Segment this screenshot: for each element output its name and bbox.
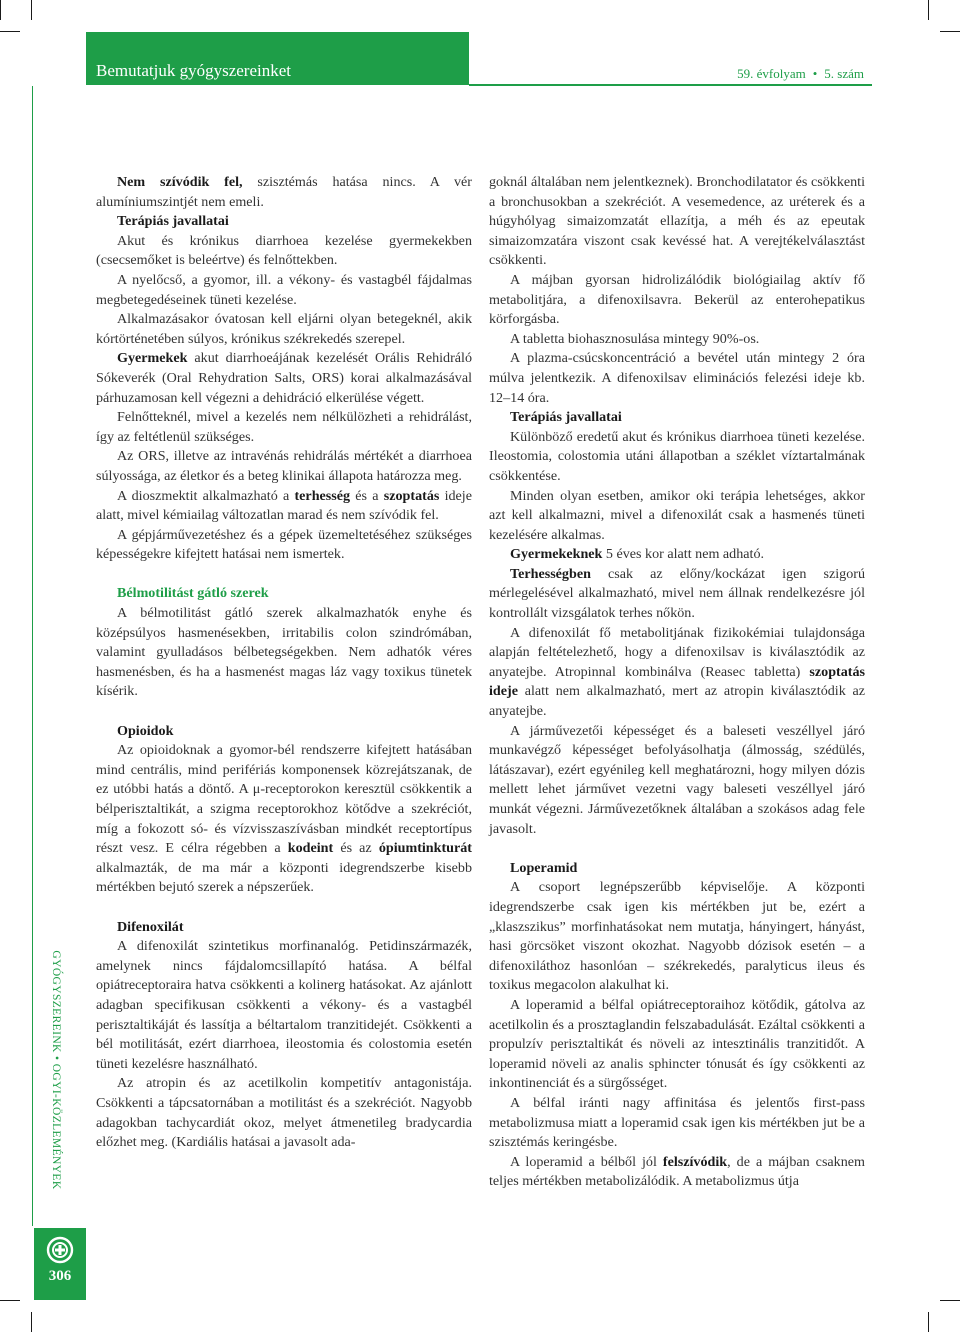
crop-mark bbox=[940, 31, 960, 32]
text: Az opioidoknak a gyomor-bél rendszerre kifejtett hatásában mind centrális, mind perifériás komponensek közrejátszanak, de ez utóbbi hatás a döntő. A μ-receptorokon keresztül csökkentik a bélperisztaltikát, a szigma receptorokhoz kötődve a szekréciót, míg a fokozott só- és vízvisszaszívásban mindkét receptortípus részt vesz. E célra régebben a bbox=[96, 742, 472, 857]
paragraph: A nyelőcső, a gyomor, ill. a vékony- és vastagbél fájdalmas megbetegedéseinek tüneti kezelése. bbox=[96, 271, 472, 308]
text: ideje alatt, mivel kémiailag változatlan marad és nem szívódik fel. bbox=[96, 487, 472, 524]
spacer bbox=[96, 898, 472, 918]
paragraph bbox=[96, 487, 472, 526]
paragraph: A plazma-csúcskoncentráció a bevétel után mintegy 2 óra múlva jelentkezik. A difenoxilsav eliminációs felezési ideje kb. 12–14 óra. bbox=[489, 350, 865, 406]
logo-icon bbox=[46, 1236, 74, 1264]
paragraph: Minden olyan esetben, amikor oki terápia lehetséges, akkor azt kell alkalmazni, mivel a difenoxilát csak a hasmenés tüneti kezelésére alkalmas. bbox=[489, 487, 865, 543]
text: alkalmazták, de ma már a központi idegrendszerbe kisebb mértékben bejutó szerek a népszerűek. bbox=[96, 859, 472, 896]
bold-phrase: ópiumtinkturát bbox=[378, 840, 473, 857]
paragraph bbox=[96, 741, 472, 898]
paragraph: goknál általában nem jelentkeznek). Bronchodilatator és csökkenti a bronchusokban a szekréciót. A vesemedence, az uréterek és a húgyhólyag simaizomzatát ellazítja, a méh és az epeutak simaizomzatára viszont csak kevéssé hat. A verejtékelválasztást csökkenti. bbox=[489, 174, 865, 269]
paragraph bbox=[489, 1153, 865, 1192]
bold-phrase: Nem szívódik fel, bbox=[117, 174, 243, 190]
side-section-text: GYÓGYSZEREINK • OGYI-KÖZLEMÉNYEK bbox=[50, 950, 62, 1190]
paragraph bbox=[489, 565, 865, 624]
text: A difenoxilát fő metabolitjának fizikokémiai tulajdonsága alapján feltételezhető, hogy a difenoxilsav is kiválasztódik az anyatejbe. Atropinnal kombinálva (Reasec tabletta) bbox=[489, 624, 865, 680]
crop-mark bbox=[0, 31, 20, 32]
text: A dioszmektit alkalmazható a bbox=[117, 487, 295, 504]
paragraph: A loperamid a bélfal opiátreceptoraihoz kötődik, gátolva az acetilkolin és a prosztaglandin felszabadulását. Ezáltal csökkenti a propulzív perisztaltikát és növeli az intesztinális tranzitidőt. A loperamid növeli az analis sphincter tónusát és így csökkenti az inkontinenciát és a sürgősséget. bbox=[489, 996, 865, 1092]
page-number: 306 bbox=[48, 1268, 72, 1284]
paragraph: Alkalmazásakor óvatosan kell eljárni olyan betegeknél, akik kórtörténetében súlyos, krónikus székrekedés szerepel. bbox=[96, 311, 472, 347]
paragraph bbox=[489, 624, 865, 722]
crop-mark bbox=[31, 1312, 32, 1332]
paragraph: Felnőtteknél, mivel a kezelés nem nélkülözheti a rehidrálást, így az feltétlenül szükséges. bbox=[96, 409, 472, 445]
subheading-opioids: Opioidok bbox=[117, 722, 174, 739]
paragraph: A gépjárművezetéshez és a gépek üzemeltetéséhez szükséges képességekre kifejtett hatásai nem ismertek. bbox=[96, 526, 472, 563]
crop-mark bbox=[928, 1312, 929, 1332]
crop-mark bbox=[0, 0, 1, 20]
text: szisztémás hatása nincs. A vér alumíniumszintjét nem emeli. bbox=[96, 174, 473, 210]
text: akut diarrhoeájának kezelését Orális Rehidráló Sókeverék (Oral Rehydration Salts, ORS) korai alkalmazásával párhuzamosan kell végezni a dehidráció elkerülése végett. bbox=[96, 350, 472, 406]
article-column-left bbox=[96, 173, 472, 1153]
subheading-therapeutic-indications: Terápiás javallatai bbox=[117, 213, 229, 230]
bold-phrase: terhesség bbox=[294, 487, 351, 504]
margin-rule bbox=[32, 86, 33, 1226]
page-badge bbox=[34, 1228, 86, 1300]
bold-phrase: szoptatás ideje bbox=[489, 663, 865, 700]
subheading-loperamide: Loperamid bbox=[510, 859, 578, 876]
section-heading-antimotility: Bélmotilitást gátló szerek bbox=[117, 585, 269, 602]
paragraph: A tabletta biohasznosulása mintegy 90%-os. bbox=[510, 330, 760, 347]
bold-phrase: Terhességben bbox=[510, 565, 591, 582]
paragraph: A májban gyorsan hidrolizálódik biológiailag aktív fő metabolitjára, a difenoxilsavra. Bekerül az enterohepatikus körforgásba. bbox=[489, 271, 865, 328]
paragraph: Különböző eredetű akut és krónikus diarrhoea tüneti kezelése. Ileostomia, colostomia utáni állapotban a széklet víztartalmának csökkentése. bbox=[489, 428, 865, 484]
paragraph: A csoport legnépszerűbb képviselője. A központi idegrendszerbe csak igen kis mértékben jut be, ezért a „klaszszikus” morfinhatásokat nem mutatja, hányingert, hányást, hasi görcsöket viszont okozhat. Nagyobb dózisok esetén – a difenoxiláthoz hasonlóan – székrekedés, paralyticus ileus és toxikus megacolon alakulhat ki. bbox=[489, 879, 865, 994]
volume-label: 59. évfolyam bbox=[737, 66, 806, 81]
paragraph: A bélmotilitást gátló szerek alkalmazhatók enyhe és középsúlyos hasmenésekben, irritabilis colon szindrómában, valamint gyulladásos bélbetegségekben. Nem adhatók véres hasmenésben, és ha a hasmenést magas láz vagy toxikus tünetek kísérik. bbox=[96, 605, 472, 700]
text: alatt nem alkalmazható, mert az atropin kiválasztódik az anyatejbe. bbox=[489, 683, 865, 720]
paragraph bbox=[489, 545, 865, 565]
bold-phrase: Gyermekeknek bbox=[510, 546, 603, 563]
bold-phrase: kodeint bbox=[287, 840, 334, 857]
header-rule bbox=[469, 84, 872, 86]
spacer bbox=[489, 839, 865, 859]
paragraph: Az ORS, illetve az intravénás rehidrálás mértékét a diarrhoea súlyossága, az életkor és a beteg klinikai állapota határozza meg. bbox=[96, 448, 472, 484]
separator-dot: • bbox=[812, 66, 818, 81]
subheading-diphenoxylate: Difenoxilát bbox=[117, 918, 184, 935]
header-title: Bemutatjuk gyógyszereinket bbox=[96, 61, 291, 80]
bold-phrase: szoptatás bbox=[383, 487, 440, 504]
bold-phrase: Gyermekek bbox=[117, 350, 188, 367]
spacer bbox=[96, 702, 472, 722]
paragraph: A járművezetői képességet és a baleseti veszéllyel járó munkavégző képességet befolyásolhatja (álmosság, szédülés, látászavar), ezért egyénileg kell meghatározni, hogy milyen dózis mellett lehet járművet vezetni vagy baleseti veszéllyel járó munkát végezni. Járművezetőknek általában a szokásos adag fele javasolt. bbox=[489, 722, 865, 837]
text: , de a májban csaknem teljes mértékben metabolizálódik. A metabolizmus útja bbox=[489, 1153, 865, 1190]
crop-mark bbox=[928, 0, 929, 20]
paragraph bbox=[96, 349, 472, 408]
issue-label: 5. szám bbox=[824, 66, 864, 81]
text: 5 éves kor alatt nem adható. bbox=[602, 546, 765, 563]
bold-phrase: felszívódik bbox=[662, 1153, 728, 1170]
crop-mark bbox=[940, 1300, 960, 1301]
text: és a bbox=[350, 487, 384, 504]
text: és az bbox=[333, 840, 379, 857]
paragraph: A difenoxilát szintetikus morfinanalóg. Petidinszármazék, amelynek nincs fájdalomcsillapító hatása. A bélfal opiátreceptoraira hatva csökkenti a kolinerg hatásokat. Az ajánlott adagban specifikusan csökkenti a vékony- és a vastagbél perisztaltikáját és lassítja a béltartalom tranzitidejét. Csökkenti a bél motilitását, ezért diarrhoea, ileostomia és colostomia esetén tüneti kezelésre használható. bbox=[96, 938, 472, 1072]
crop-mark bbox=[0, 1300, 20, 1301]
paragraph: A bélfal iránti nagy affinitása és jelentős first-pass metabolizmusa miatt a loperamid csak igen kis mértékben jut be a szisztémás keringésbe. bbox=[489, 1094, 865, 1151]
paragraph bbox=[96, 173, 472, 212]
issue-info bbox=[737, 66, 864, 82]
paragraph: Akut és krónikus diarrhoea kezelése gyermekekben (csecsemőket is beleértve) és felnőttekben. bbox=[96, 232, 472, 269]
text: csak az előny/kockázat igen szigorú mérlegelésével alkalmazható, mivel nem állnak rendelkezésre jól kontrollált vizsgálatok terhes nőkön. bbox=[489, 565, 865, 622]
article-column-right bbox=[489, 173, 865, 1192]
text: A loperamid a bélből jól bbox=[510, 1153, 663, 1170]
paragraph: Az atropin és az acetilkolin kompetitív antagonistája. Csökkenti a tápcsatornában a motilitást és a szekréciót. Nagyobb adagokban tachycardiát okoz, melyet átmenetileg bradycardia előzhet meg. (Kardiális hatásai a javasolt ada- bbox=[96, 1075, 472, 1151]
subheading-therapeutic-indications: Terápiás javallatai bbox=[510, 409, 622, 426]
crop-mark bbox=[31, 0, 32, 20]
spacer bbox=[96, 565, 472, 585]
